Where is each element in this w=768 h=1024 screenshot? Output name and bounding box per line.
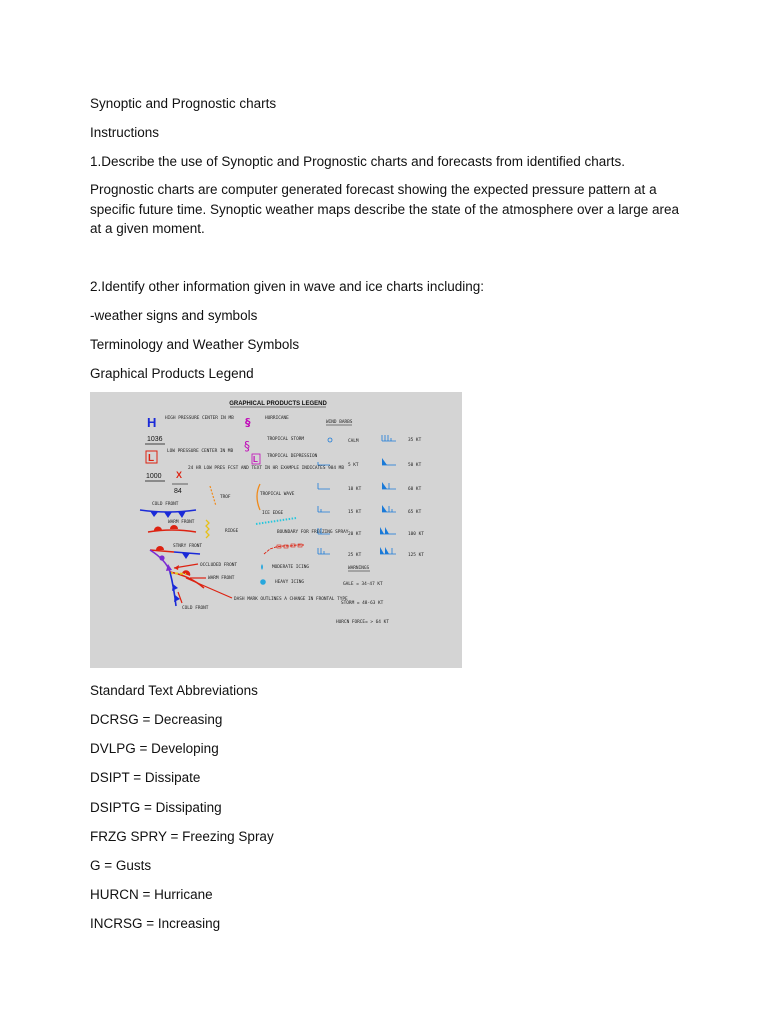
dash-mark-label: DASH MARK OUTLINES A CHANGE IN FRONTAL TYPE xyxy=(234,597,348,602)
low-letter: L xyxy=(148,453,155,464)
high-pressure-label: HIGH PRESSURE CENTER IN MB xyxy=(165,416,234,421)
abbrev-dcrsg: DCRSG = Decreasing xyxy=(90,712,223,727)
barb-20kt: 20 KT xyxy=(348,532,362,537)
forecast-x-mark: X xyxy=(176,470,183,480)
legend-title: GRAPHICAL PRODUCTS LEGEND xyxy=(229,401,327,407)
answer-1: Prognostic charts are computer generated forecast showing the expected pressure pattern at a specific future time. Synoptic weather maps describe the state of the atmosphere over a large area at a given moment. xyxy=(90,182,680,236)
warnings-heading: WARNINGS xyxy=(348,566,370,571)
hurricane-force-warning: HURCN FORCE= > 64 KT xyxy=(336,620,389,625)
abbrev-dsipt: DSIPT = Dissipate xyxy=(90,770,201,785)
stationary-front-label: STNRY FRONT xyxy=(173,544,203,549)
barb-50kt: 50 KT xyxy=(408,463,422,468)
question-1: 1.Describe the use of Synoptic and Prognostic charts and forecasts from identified charts. xyxy=(90,154,626,169)
abbrev-hurcn: HURCN = Hurricane xyxy=(90,887,213,902)
barb-100kt: 100 KT xyxy=(408,532,424,537)
instructions-heading: Instructions xyxy=(90,125,160,140)
abbreviations-heading: Standard Text Abbreviations xyxy=(90,683,258,698)
forecast-position-label: 24 HR LOW PRES FCST AND TEXT IN HR EXAMPLE INDICATES 984 MB xyxy=(188,466,344,471)
gale-warning: GALE = 34-47 KT xyxy=(343,582,383,587)
barb-125kt: 125 KT xyxy=(408,553,424,558)
barb-calm: CALM xyxy=(348,439,359,444)
question-2: 2.Identify other information given in wave and ice charts including: xyxy=(90,279,484,294)
moderate-icing-icon xyxy=(261,564,263,570)
moderate-icing-label: MODERATE ICING xyxy=(272,565,310,570)
pressure-1036: 1036 xyxy=(147,436,163,443)
barb-15kt: 15 KT xyxy=(348,510,362,515)
tropical-storm-label: TROPICAL STORM xyxy=(267,437,305,442)
hurricane-icon: § xyxy=(245,416,251,429)
abbrev-dsiptg: DSIPTG = Dissipating xyxy=(90,800,222,815)
ridge-label: RIDGE xyxy=(225,529,239,534)
wind-barbs-heading: WIND BARBS xyxy=(326,420,353,425)
high-letter: H xyxy=(147,415,157,430)
warm-front-label: WARM FRONT xyxy=(168,520,195,525)
heavy-icing-icon xyxy=(260,579,266,585)
barb-10kt: 10 KT xyxy=(348,487,362,492)
trof-symbol xyxy=(210,486,216,506)
pressure-1000: 1000 xyxy=(146,473,162,480)
barb-35kt: 35 KT xyxy=(408,438,422,443)
barb-65kt: 65 KT xyxy=(408,510,422,515)
cold-front-2-label: COLD FRONT xyxy=(182,606,209,611)
hurricane-label: HURRICANE xyxy=(265,416,289,421)
warm-front-2-label: WARM FRONT xyxy=(208,576,235,581)
tropical-wave-symbol xyxy=(257,484,260,510)
doc-title: Synoptic and Prognostic charts xyxy=(90,96,277,111)
bullet-weather-signs: -weather signs and symbols xyxy=(90,308,258,323)
barb-25kt: 25 KT xyxy=(348,553,362,558)
storm-warning: STORM = 48-63 KT xyxy=(341,601,384,606)
terminology-heading: Terminology and Weather Symbols xyxy=(90,337,300,352)
abbrev-g: G = Gusts xyxy=(90,858,152,873)
low-pressure-label: LOW PRESSURE CENTER IN MB xyxy=(167,449,234,454)
occluded-front-label: OCCLUDED FRONT xyxy=(200,563,238,568)
ice-edge-label: ICE EDGE xyxy=(262,511,284,516)
pressure-84: 84 xyxy=(174,488,182,495)
freezing-spray-label: BOUNDARY FOR FREEZING SPRAY xyxy=(277,530,349,535)
calm-symbol xyxy=(328,438,332,442)
graphical-products-legend-image xyxy=(90,392,462,668)
abbrev-incrsg: INCRSG = Increasing xyxy=(90,916,221,931)
legend-figure xyxy=(90,392,462,668)
tropical-wave-label: TROPICAL WAVE xyxy=(260,492,295,497)
abbrev-frzg-spry: FRZG SPRY = Freezing Spray xyxy=(90,829,274,844)
barb-5kt: 5 KT xyxy=(348,463,359,468)
trof-label: TROF xyxy=(220,495,231,500)
barb-60kt: 60 KT xyxy=(408,487,422,492)
tropical-storm-icon: § xyxy=(244,439,250,453)
cold-front-label: COLD FRONT xyxy=(152,502,179,507)
heavy-icing-label: HEAVY ICING xyxy=(275,580,305,585)
tropical-depression-letter: L xyxy=(253,455,258,464)
ridge-symbol xyxy=(206,520,209,538)
legend-heading: Graphical Products Legend xyxy=(90,366,254,381)
ice-edge-symbol xyxy=(256,518,296,524)
tropical-depression-label: TROPICAL DEPRESSION xyxy=(267,454,318,459)
abbrev-dvlpg: DVLPG = Developing xyxy=(90,741,219,756)
cold-front-symbol xyxy=(140,510,196,512)
